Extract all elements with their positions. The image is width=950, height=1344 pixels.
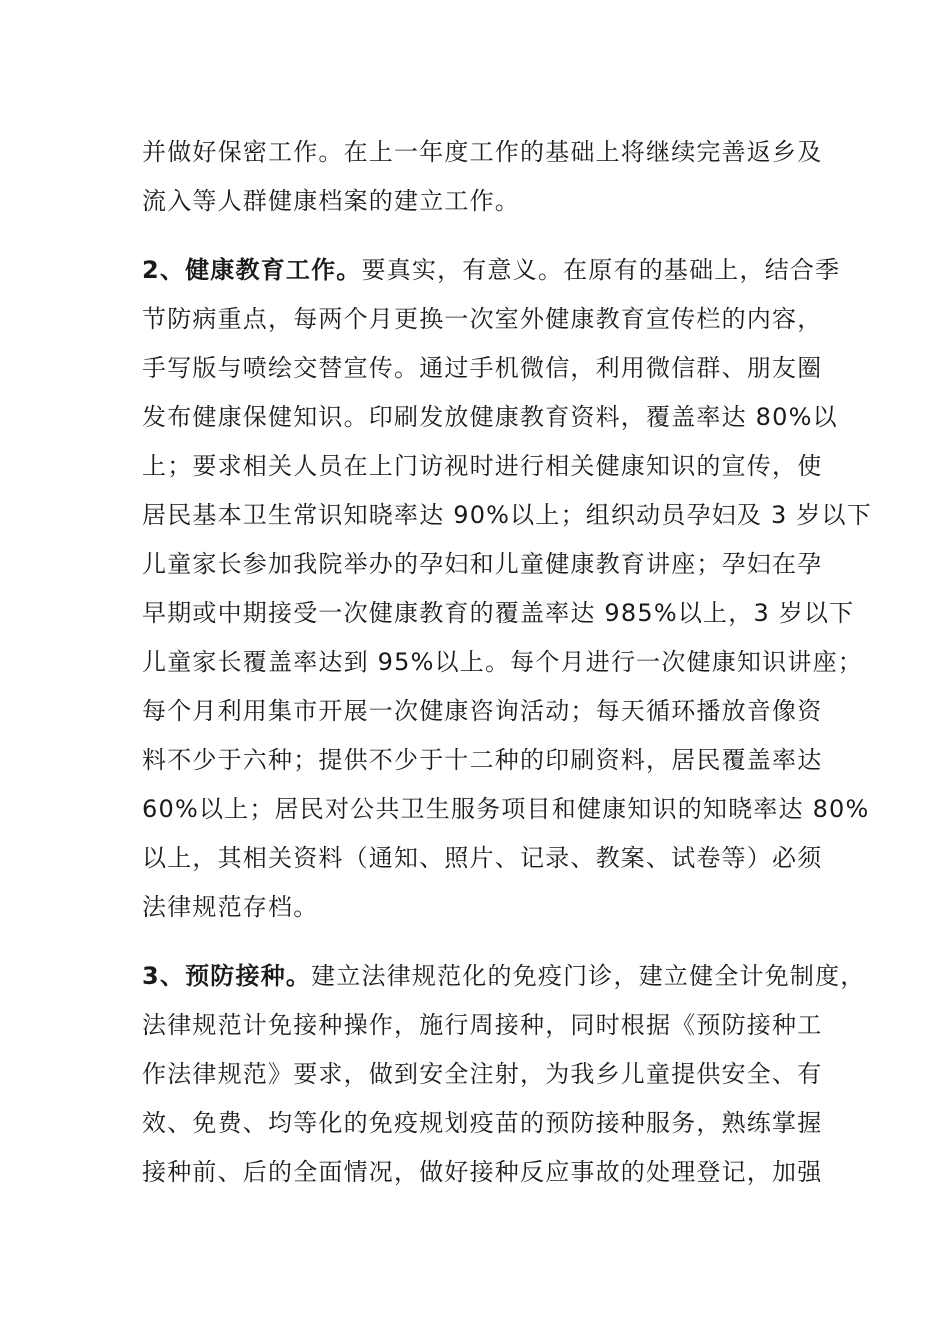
section-3-line: 接种前、后的全面情况，做好接种反应事故的处理登记，加强	[142, 1158, 823, 1186]
section-3-line: 作法律规范》要求，做到安全注射，为我乡儿童提供安全、有	[142, 1060, 823, 1088]
section-3-line: 法律规范计免接种操作，施行周接种，同时根据《预防接种工	[142, 1011, 823, 1039]
section-2-line: 以上，其相关资料（通知、照片、记录、教案、试卷等）必须	[142, 844, 823, 872]
section-2-line: 每个月利用集市开展一次健康咨询活动；每天循环播放音像资	[142, 697, 823, 725]
section-2-line: 儿童家长参加我院举办的孕妇和儿童健康教育讲座；孕妇在孕	[142, 550, 823, 578]
section-2-line: 发布健康保健知识。印刷发放健康教育资料，覆盖率达 80%以	[142, 403, 838, 431]
section-2-first-line	[142, 255, 840, 285]
section-3-first-line	[142, 961, 866, 991]
intro-line-1: 并做好保密工作。在上一年度工作的基础上将继续完善返乡及	[142, 138, 823, 166]
section-2-line: 料不少于六种；提供不少于十二种的印刷资料，居民覆盖率达	[142, 746, 823, 774]
section-3-heading: 3、预防接种。	[142, 962, 312, 990]
section-2-line: 居民基本卫生常识知晓率达 90%以上；组织动员孕妇及 3 岁以下	[142, 501, 872, 529]
intro-line-2: 流入等人群健康档案的建立工作。	[142, 187, 520, 215]
section-2-first-line-text: 要真实，有意义。在原有的基础上，结合季	[361, 256, 841, 284]
section-2-line: 手写版与喷绘交替宣传。通过手机微信，利用微信群、朋友圈	[142, 354, 823, 382]
section-2-heading: 2、健康教育工作。	[142, 256, 362, 284]
section-2-line: 节防病重点，每两个月更换一次室外健康教育宣传栏的内容，	[142, 305, 823, 333]
section-3-first-line-text: 建立法律规范化的免疫门诊，建立健全计免制度，	[311, 962, 866, 990]
section-2-line: 上；要求相关人员在上门访视时进行相关健康知识的宣传，使	[142, 452, 823, 480]
section-2-line: 儿童家长覆盖率达到 95%以上。每个月进行一次健康知识讲座；	[142, 648, 863, 676]
section-2-line: 早期或中期接受一次健康教育的覆盖率达 985%以上，3 岁以下	[142, 599, 855, 627]
section-2-line: 法律规范存档。	[142, 893, 319, 921]
section-3-line: 效、免费、均等化的免疫规划疫苗的预防接种服务，熟练掌握	[142, 1109, 823, 1137]
section-2-line: 60%以上；居民对公共卫生服务项目和健康知识的知晓率达 80%	[142, 795, 870, 823]
